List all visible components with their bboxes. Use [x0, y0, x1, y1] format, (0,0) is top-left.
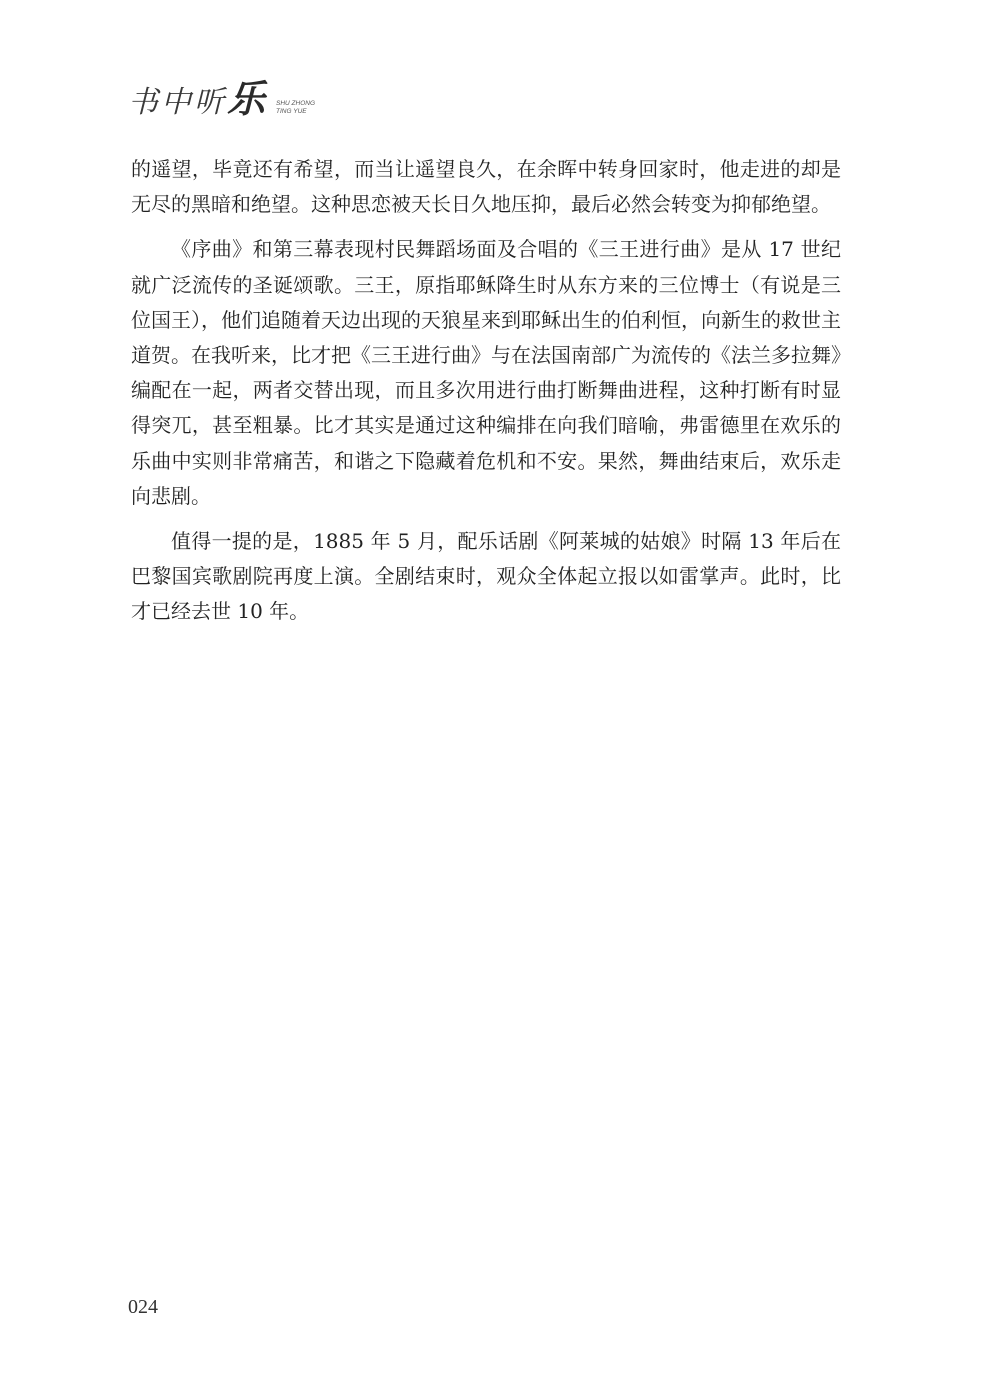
pinyin-line-2: TING YUE: [276, 108, 307, 115]
page-number: 024: [128, 1296, 158, 1318]
book-title-logo: [128, 76, 269, 121]
logo-pinyin: [276, 100, 315, 116]
logo-char-big: 乐: [227, 76, 269, 121]
pinyin-line-1: SHU ZHONG: [276, 100, 316, 107]
paragraph: 值得一提的是，1885 年 5 月，配乐话剧《阿莱城的姑娘》时隔 13 年后在巴黎国宾歌剧院再度上演。全剧结束时，观众全体起立报以如雷掌声。此时，比才已经去世 10 年。: [131, 529, 841, 624]
body-text: [131, 152, 841, 640]
paragraph: 《序曲》和第三幕表现村民舞蹈场面及合唱的《三王进行曲》是从 17 世纪就广泛流传的圣诞颂歌。三王，原指耶稣降生时从东方来的三位博士（有说是三位国王），他们追随着天边出现的天狼星来到耶稣出生的伯利恒，向新生的救世主道贺。在我听来，比才把《三王进行曲》与在法国南部广为流传的《法兰多拉舞》编配在一起，两者交替出现，而且多次用进行曲打断舞曲进程，这种打断有时显得突兀，甚至粗暴。比才其实是通过这种编排在向我们暗喻，弗雷德里在欢乐的乐曲中实则非常痛苦，和谐之下隐藏着危机和不安。果然，舞曲结束后，欢乐走向悲剧。: [131, 237, 841, 508]
logo-chars-small: 书中听: [128, 85, 227, 120]
running-header: [128, 76, 316, 121]
paragraph: 的遥望，毕竟还有希望，而当让遥望良久，在余晖中转身回家时，他走进的却是无尽的黑暗和绝望。这种思恋被天长日久地压抑，最后必然会转变为抑郁绝望。: [131, 157, 841, 217]
